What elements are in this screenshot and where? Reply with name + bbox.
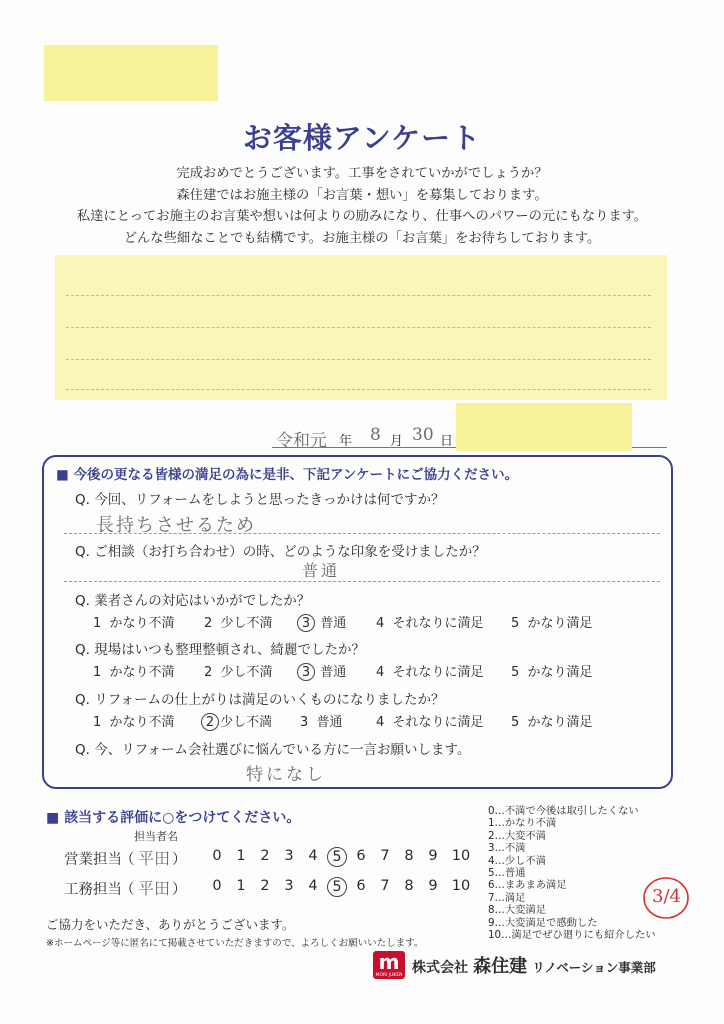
scale-num: 10	[451, 878, 471, 894]
option-label: かなり不満	[109, 715, 175, 730]
scale-num: 2	[260, 848, 270, 864]
options-row-4	[0, 661, 724, 679]
option-2	[204, 661, 273, 680]
scale-num: 6	[356, 878, 366, 894]
scale-num: 1	[236, 878, 246, 894]
scale-num: 8	[404, 878, 414, 894]
option-num: 2	[204, 665, 213, 680]
scale-num: 0	[212, 848, 222, 864]
scale-num: 8	[404, 848, 414, 864]
option-label: かなり不満	[109, 665, 175, 680]
company-logo	[373, 951, 405, 979]
scale-num: 6	[356, 848, 366, 864]
option-num: 5	[511, 715, 520, 730]
rating-heading: ■ 該当する評価に○をつけてください。	[46, 810, 301, 826]
construction-label: 工務担当	[64, 882, 122, 898]
option-label: かなり満足	[527, 616, 593, 631]
options-row-5	[0, 711, 724, 729]
option-label: 普通	[320, 665, 347, 680]
legend-item: 4…少し不満	[488, 854, 547, 867]
option-2	[204, 711, 272, 730]
answer-6: 特になし	[246, 765, 326, 785]
intro-line: どんな些細なことでも結構です。お施主様の「お言葉」をお待ちしております。	[123, 230, 601, 246]
option-num: 1	[93, 616, 102, 631]
redaction-highlight	[456, 403, 632, 451]
scale-num: 2	[260, 878, 270, 894]
option-num: 2	[204, 616, 213, 631]
page-title: お客様アンケート	[242, 121, 482, 155]
scale-num: 9	[428, 848, 438, 864]
company-name: 森住建	[473, 956, 528, 977]
option-3	[300, 612, 346, 631]
option-label: それなりに満足	[392, 665, 484, 680]
option-label: 少し不満	[220, 616, 273, 631]
company-name-block	[412, 952, 656, 978]
selected-circle: 2	[201, 713, 219, 731]
selected-circle: 3	[297, 614, 315, 632]
intro-line: 完成おめでとうございます。工事をされていかがでしょうか？	[176, 166, 548, 181]
option-label: かなり満足	[527, 715, 593, 730]
option-label: それなりに満足	[392, 715, 484, 730]
option-5	[511, 612, 593, 631]
date-year-unit: 年	[339, 434, 353, 449]
legend-item: 7…満足	[488, 891, 526, 904]
option-num: 1	[93, 715, 102, 730]
scale-num: 0	[212, 878, 222, 894]
option-num: 4	[376, 715, 385, 730]
scale-num: 10	[451, 848, 471, 864]
answer-1: 長持ちさせるため	[96, 515, 256, 536]
option-num: 3	[300, 715, 309, 730]
option-5	[511, 711, 593, 730]
legend-item: 3…不満	[488, 842, 526, 855]
answer-2: 普通	[302, 561, 341, 580]
legend-item: 0…不満で今後は取引したくない	[488, 805, 639, 817]
legend-item: 8…大変満足	[488, 904, 547, 917]
option-num: 4	[376, 616, 385, 631]
option-label: かなり不満	[109, 616, 175, 631]
option-num: 5	[511, 665, 520, 680]
selected-circle: 5	[327, 877, 347, 897]
legend-item: 2…大変不満	[488, 829, 547, 842]
selected-circle: 5	[327, 847, 347, 867]
option-num: 1	[93, 665, 102, 680]
footnote-text: ※ホームページ等に匿名にて掲載させていただきますので、よろしくお願いいたします。	[46, 938, 424, 949]
red-mark-text: 3/4	[652, 886, 681, 907]
sales-name: 平田	[138, 849, 171, 868]
option-1	[93, 661, 175, 680]
question-3: Q. 業者さんの対応はいかがでしたか？	[75, 593, 311, 609]
comment-line	[66, 389, 651, 390]
option-label: 少し不満	[220, 665, 273, 680]
option-num: 4	[376, 665, 385, 680]
scale-num: 1	[236, 848, 246, 864]
paren-open: （	[120, 852, 135, 868]
option-3	[300, 711, 343, 730]
question-6: Q. 今、リフォーム会社選びに悩んでいる方に一言お願いします。	[75, 742, 471, 758]
scale-num: 7	[380, 848, 390, 864]
scale-num: 4	[308, 848, 318, 864]
thanks-text: ご協力をいただき、ありがとうございます。	[46, 917, 295, 932]
logo-letter: m	[378, 950, 400, 974]
date-day: 30	[412, 425, 434, 445]
answer-line	[64, 581, 660, 582]
scale-num: 9	[428, 878, 438, 894]
intro-line: 私達にとってお施主のお言葉や想いは何よりの励みになり、仕事へのパワーの元にもなります。	[76, 209, 648, 224]
option-2	[204, 612, 273, 631]
legend-item: 1…かなり不満	[488, 817, 557, 830]
legend-item: 10…満足でぜひ廻りにも紹介したい	[488, 929, 656, 942]
option-4	[376, 612, 484, 631]
option-num: 5	[511, 616, 520, 631]
option-label: 少し不満	[220, 715, 273, 730]
intro-line: 森住建ではお施主様の「お言葉・想い」を募集しております。	[176, 187, 548, 203]
scale-num: 4	[308, 878, 318, 894]
option-4	[376, 661, 484, 680]
option-label: 普通	[316, 715, 343, 730]
option-4	[376, 711, 484, 730]
option-label: それなりに満足	[392, 616, 484, 631]
company-division: リノベーション事業部	[532, 960, 656, 975]
paren-close: ）	[172, 852, 187, 868]
option-3	[300, 661, 346, 680]
date-era: 令和元	[276, 431, 327, 451]
options-row-3	[0, 612, 724, 630]
date-month-unit: 月	[390, 434, 404, 449]
legend-item: 9…大変満足で感動した	[488, 916, 598, 929]
scale-num: 7	[380, 878, 390, 894]
legend-item: 5…普通	[488, 867, 526, 880]
survey-heading: ■ 今後の更なる皆様の満足の為に是非、下記アンケートにご協力ください。	[56, 467, 519, 483]
option-label: 普通	[320, 616, 347, 631]
scale-num: 3	[284, 848, 294, 864]
question-2: Q. ご相談（お打ち合わせ）の時、どのような印象を受けましたか？	[75, 544, 486, 560]
question-5: Q. リフォームの仕上がりは満足のいくものになりましたか？	[75, 692, 445, 708]
option-5	[511, 661, 593, 680]
logo-subtext: MORI JUKEN	[375, 973, 403, 978]
staff-name-header: 担当者名	[134, 830, 178, 843]
comment-line	[66, 327, 651, 328]
paren-open: （	[120, 882, 135, 898]
date-day-unit: 日	[440, 434, 454, 449]
comment-line	[66, 295, 651, 296]
sales-label: 営業担当	[64, 852, 122, 868]
selected-circle: 3	[297, 663, 315, 681]
comment-line	[66, 359, 651, 360]
rating-legend	[488, 805, 656, 941]
paren-close: ）	[172, 882, 187, 898]
option-1	[93, 711, 175, 730]
scale-num: 3	[284, 878, 294, 894]
answer-line	[64, 533, 660, 534]
red-handwritten-mark	[640, 868, 692, 924]
date-month: 8	[370, 425, 381, 445]
company-prefix: 株式会社	[412, 960, 468, 976]
construction-name: 平田	[138, 879, 171, 898]
question-1: Q. 今回、リフォームをしようと思ったきっかけは何ですか？	[75, 492, 445, 508]
question-4: Q. 現場はいつも整理整頓され、綺麗でしたか？	[75, 642, 366, 658]
legend-item: 6…まあまあ満足	[488, 879, 567, 892]
redaction-highlight	[44, 45, 218, 101]
option-1	[93, 612, 175, 631]
option-label: かなり満足	[527, 665, 593, 680]
intro-text	[0, 163, 724, 249]
